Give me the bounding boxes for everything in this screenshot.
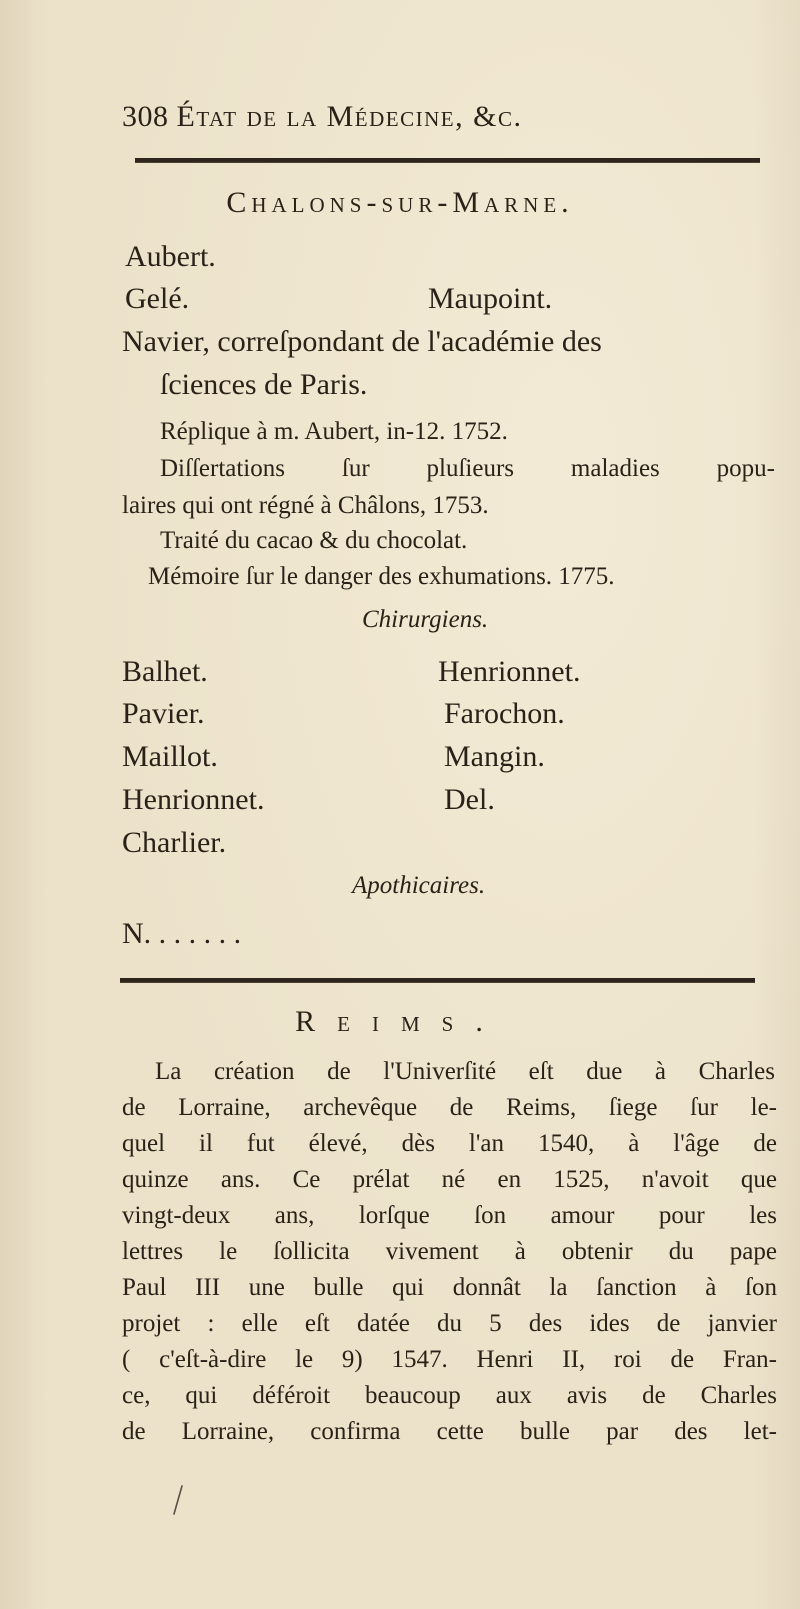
work-line-4: Traité du cacao & du chocolat. [160,527,468,554]
surgeon-maillot: Maillot. [122,740,218,773]
physician-aubert: Aubert. [125,240,216,273]
surgeon-balhet: Balhet. [122,655,208,688]
section-rule [120,978,755,983]
physician-maupoint: Maupoint. [428,282,553,315]
paragraph-line: Paul III une bulle qui donnât la ſanction à ſon [122,1274,777,1301]
header-rule [135,158,760,163]
running-title: État de la Médecine, &c. [176,100,523,133]
physician-gele: Gelé. [125,282,190,315]
paragraph-line: de Lorraine, archevêque de Reims, ſiege ſur le- [122,1094,777,1121]
paragraph-line: quel il fut élevé, dès l'an 1540, à l'âge de [122,1130,777,1157]
physician-navier: Navier, correſpondant de l'académie des [122,325,602,358]
physician-navier-cont: ſciences de Paris. [160,368,368,401]
work-line-5: Mémoire ſur le danger des exhumations. 1775. [148,563,615,590]
paragraph-line: La création de l'Univerſité eſt due à Charles [155,1058,775,1085]
paragraph-line: quinze ans. Ce prélat né en 1525, n'avoit que [122,1166,777,1193]
paragraph-line: ( c'eſt-à-dire le 9) 1547. Henri II, roi de Fran- [122,1346,777,1373]
work-line-3: laires qui ont régné à Châlons, 1753. [122,492,489,519]
paragraph-line: de Lorraine, confirma cette bulle par des let- [122,1418,777,1445]
surgeon-charlier: Charlier. [122,826,227,859]
work-line-1: Réplique à m. Aubert, in-12. 1752. [160,418,508,445]
apothecaries-heading: Apothicaires. [352,872,486,899]
apothecary-placeholder: N. . . . . . . [122,917,242,950]
surgeon-mangin: Mangin. [444,740,545,773]
paragraph-line: vingt-deux ans, lorſque ſon amour pour les [122,1202,777,1229]
surgeons-heading: Chirurgiens. [362,606,489,633]
paragraph-line: lettres le ſollicita vivement à obtenir du pape [122,1238,777,1265]
surgeon-pavier: Pavier. [122,697,205,730]
paragraph-line: projet : elle eſt datée du 5 des ides de janvier [122,1310,777,1337]
surgeon-henrionnet-left: Henrionnet. [122,783,265,816]
surgeon-del: Del. [444,783,495,816]
page-number: 308 [122,100,169,133]
surgeon-henrionnet-right: Henrionnet. [438,655,581,688]
surgeon-farochon: Farochon. [444,697,565,730]
running-header [122,100,522,134]
section-title-chalons: Chalons-sur-Marne. [226,186,574,219]
work-line-2: Diſſertations ſur pluſieurs maladies popu- [160,455,775,482]
paragraph-line: ce, qui déféroit beaucoup aux avis de Charles [122,1382,777,1409]
section-title-reims: Reims. [295,1005,505,1038]
pencil-mark-icon [160,1480,200,1520]
